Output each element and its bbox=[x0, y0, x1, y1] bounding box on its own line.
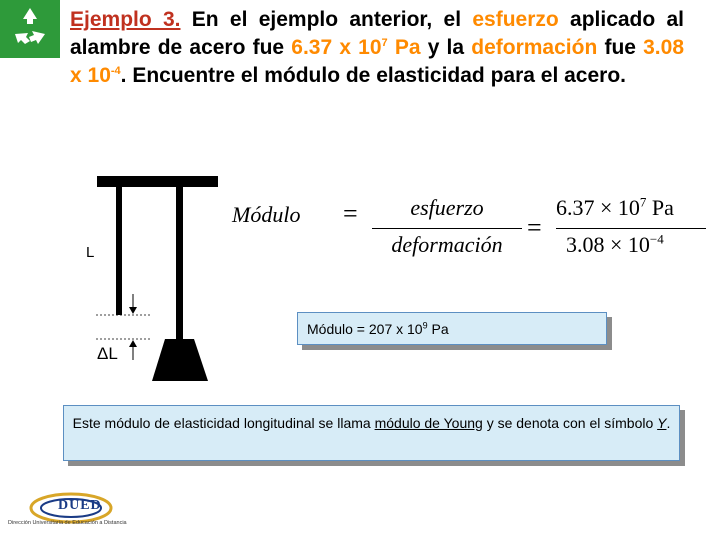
keyword-deformacion: deformación bbox=[471, 36, 598, 59]
fraction-bar-1 bbox=[372, 228, 522, 229]
strain-value: 3.08 x $10^{-4}$ bbox=[70, 36, 684, 87]
statement-text-3: y la bbox=[420, 36, 472, 59]
formula-equals-2: = bbox=[527, 213, 542, 242]
recycle-logo-block bbox=[0, 0, 60, 58]
hanging-weight bbox=[152, 339, 208, 381]
keyword-esfuerzo: esfuerzo bbox=[472, 8, 559, 31]
reference-rod bbox=[116, 187, 122, 315]
young-symbol: Y bbox=[657, 415, 667, 431]
formula-denominator: deformación bbox=[391, 232, 503, 257]
support-beam bbox=[97, 176, 218, 187]
stress-value: 6.37 x $10^7$ Pa bbox=[291, 36, 421, 59]
example-label: Ejemplo 3. bbox=[70, 8, 181, 31]
dued-logo-text: DUED bbox=[58, 498, 102, 513]
delta-length-label: ΔL bbox=[97, 344, 118, 363]
formula-numeric-numerator: $6.37 \times 10^7$ Pa bbox=[556, 194, 674, 220]
length-label: L bbox=[86, 244, 95, 261]
problem-statement bbox=[70, 6, 684, 90]
result-box bbox=[297, 312, 607, 345]
result-exponent: 9 bbox=[422, 320, 428, 331]
note-text-2: y se denota con el símbolo bbox=[482, 415, 658, 431]
formula-numerator: esfuerzo bbox=[410, 195, 484, 220]
recycle-icon bbox=[6, 4, 54, 54]
young-modulus-note bbox=[63, 405, 680, 461]
delta-arrowhead-down bbox=[129, 307, 137, 314]
delta-arrowhead-up bbox=[129, 340, 137, 347]
fraction-bar-2 bbox=[556, 228, 706, 229]
statement-text-4: fue bbox=[597, 36, 644, 59]
young-modulus-term: módulo de Young bbox=[374, 415, 483, 431]
note-text-3: . bbox=[666, 415, 671, 431]
formula-numeric-denominator: $3.08 \times 10^{-4}$ bbox=[566, 231, 664, 257]
statement-text-2: aplicado al alambre de acero fue bbox=[70, 8, 685, 59]
formula-lhs: Módulo bbox=[232, 202, 301, 227]
result-text: Módulo = 207 x 10 bbox=[307, 321, 423, 337]
dued-caption: Dirección Universitaria de Educación a Distancia bbox=[8, 520, 127, 526]
statement-text-5: . Encuentre el módulo de elasticidad para el acero. bbox=[120, 64, 626, 87]
statement-text-1: En el ejemplo anterior, el bbox=[180, 8, 473, 31]
formula-equals-1: = bbox=[343, 199, 358, 228]
result-unit: Pa bbox=[427, 321, 449, 337]
note-text-1: Este módulo de elasticidad longitudinal se llama bbox=[72, 415, 375, 431]
steel-wire bbox=[176, 187, 183, 339]
